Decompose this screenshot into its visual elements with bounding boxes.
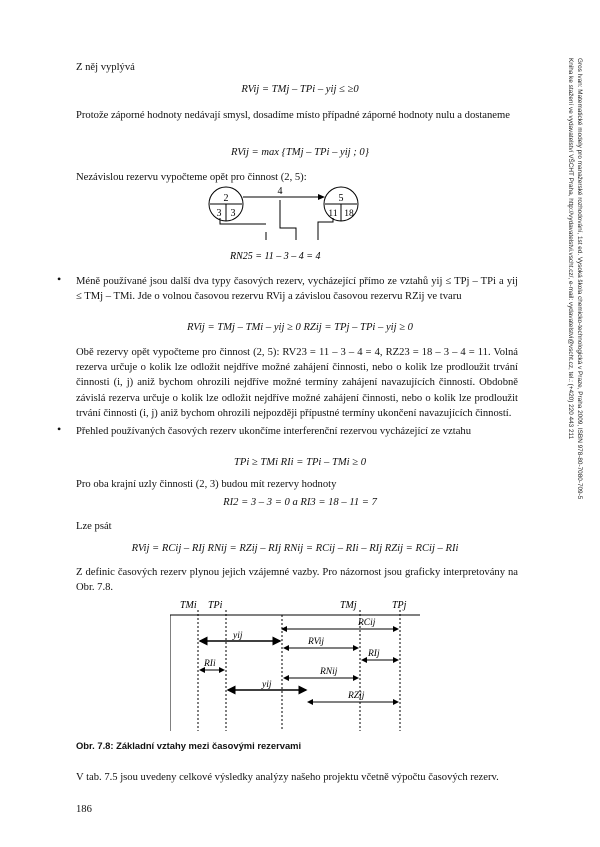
label-tmj: TMj — [340, 600, 357, 611]
bullet-1: • — [57, 272, 62, 286]
side-citation-line1: Gros Ivan: Matematické modely pro manažerské rozhodování, 1st ed. Vysoká škola chemicko-technologická v Praze, Praha 2009, ISBN 978-80-7080-709-5 — [576, 58, 583, 500]
paragraph-independent-reserve: Nezávislou rezervu vypočteme opět pro činnost (2, 5): — [76, 172, 307, 183]
equation-ri-values: RI2 = 3 – 3 = 0 a RI3 = 18 – 11 = 7 — [223, 497, 377, 508]
reserve-relations-figure — [170, 596, 420, 736]
label-tpi: TPi — [208, 600, 223, 611]
rn25-equation: RN25 = 11 – 3 – 4 = 4 — [230, 251, 321, 262]
activity-arrowhead — [318, 194, 325, 200]
paragraph-free-reserve: Méně používané jsou další dva typy časových rezerv, vycházející přímo ze vztahů yij ≤ TPj – TPi a yij ≤ TMj – TMi. Jde o volnou časovou rezervu RVij a závislou časovou rezervu RZij ve tvaru — [76, 276, 518, 303]
label-tmi: TMi — [180, 600, 197, 611]
equation-relations: RVij = RCij – RIj RNij = RZij – RIj RNij = RCij – RIi – RIj RZij = RCij – RIi — [131, 543, 459, 554]
label-rc: RCij — [358, 618, 376, 628]
equation-ri: TPi ≥ TMi RIi = TPi – TMi ≥ 0 — [233, 457, 367, 468]
node-2-tm: 3 — [216, 208, 222, 219]
label-rn: RNij — [320, 667, 338, 677]
paragraph-node-values: Pro oba krajní uzly činnosti (2, 3) budou mít rezervy hodnoty — [76, 479, 337, 490]
side-citation-line2: Kniha ke stažení ve vydavatelství VŠCHT Praha, http://vydavatelstvi.vscht.cz/, e-mail: vydavatelstvi@vscht.cz, tel.: (+420) 220 443 211 — [567, 58, 574, 440]
paragraph-intro: Z něj vyplývá — [76, 62, 135, 73]
node-5-tm: 11 — [328, 209, 338, 219]
equation-rv-max: RVij = max {TMj – TPi – yij ; 0} — [231, 147, 369, 158]
node-2-label: 2 — [223, 193, 229, 204]
equation-rv: RVij = TMj – TPi – yij ≤ ≥0 — [241, 84, 359, 95]
node-5-label: 5 — [338, 193, 344, 204]
paragraph-write: Lze psát — [76, 521, 112, 532]
paragraph-negative-values: Protože záporné hodnoty nedávají smysl, dosadíme místo případné záporné hodnoty nulu a dostaneme — [76, 110, 510, 121]
label-rv: RVij — [308, 637, 325, 647]
label-rz: RZij — [348, 691, 365, 701]
network-diagram — [200, 182, 380, 268]
node-5-tp: 18 — [344, 209, 354, 219]
label-tpj: TPj — [392, 600, 407, 611]
link-tm-right — [318, 218, 333, 240]
figure-caption: Obr. 7.8: Základní vztahy mezi časovými rezervami — [76, 740, 302, 751]
node-2-tp: 3 — [230, 208, 236, 219]
label-yij2: yij — [262, 680, 272, 690]
activity-duration: 4 — [277, 186, 283, 197]
side-citation — [566, 58, 584, 499]
paragraph-table-reference: V tab. 7.5 jsou uvedeny celkové výsledky analýzy našeho projektu včetně výpočtu časových rezerv. — [76, 772, 499, 783]
paragraph-reserve-explanation: Obě rezervy opět vypočteme pro činnost (2, 5): RV23 = 11 – 3 – 4 = 4, RZ23 = 18 – 3 – 4 = 11. Volná rezerva určuje o kolik lze odložit nejdříve možné zahájení činnosti, nebo o kolik lze prodloužit trvání činnosti (i, j) aniž bychom ohrozili nejdříve možné termíny zahájení navazujících činností. Obdobně závislá rezerva určuje o kolik lze odložit nejdříve možné zahájení činnosti, nebo o kolik lze prodloužit trvání činnosti (i, j) aniž bychom ohrozili nejpozději přípustné termíny ukončení navazujících činností. — [76, 347, 518, 419]
label-yij: yij — [233, 631, 243, 641]
paragraph-definitions: Z definic časových rezerv plynou jejich vzájemné vazby. Pro názornost jsou graficky interpretovány na Obr. 7.8. — [76, 567, 518, 594]
label-rij: RIj — [368, 649, 380, 659]
paragraph-interference: Přehled používaných časových rezerv ukončíme interferenční rezervou vycházející ze vztahu — [76, 426, 472, 437]
equation-rv-rz: RVij = TMj – TMi – yij ≥ 0 RZij = TPj – TPi – yij ≥ 0 — [187, 322, 413, 333]
link-duration — [280, 200, 296, 240]
bullet-2: • — [57, 422, 62, 436]
label-rii: RIi — [204, 659, 216, 669]
page-number: 186 — [76, 804, 92, 815]
